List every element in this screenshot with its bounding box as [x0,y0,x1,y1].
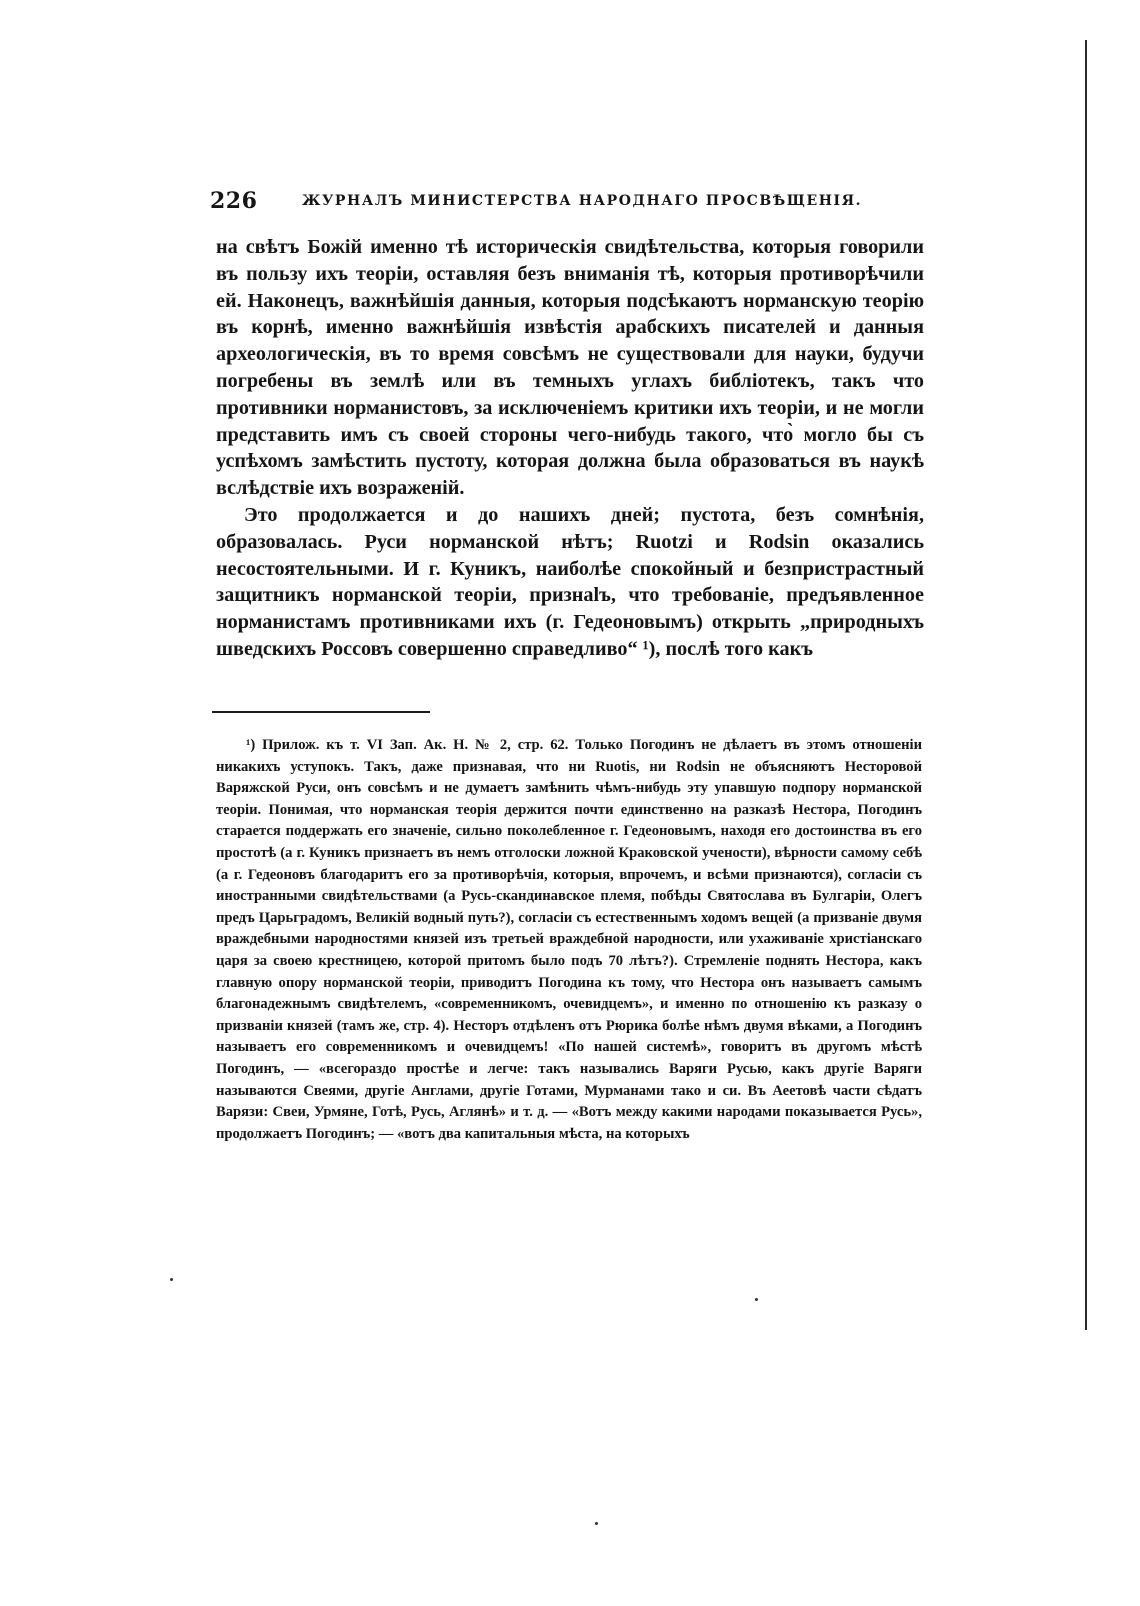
page-edge-line [1085,40,1087,1330]
footnote: ¹) Прилож. къ т. VI Зап. Ак. Н. № 2, стр. 62. Только Погодинъ не дѣлаетъ въ этомъ отношеніи никакихъ уступокъ. Такъ, даже признавая, что ни Ruotis, ни Rodsin не объясняютъ Несторовой Варяжской Руси, онъ совсѣмъ и не думаетъ замѣнить чѣмъ-нибудь эту упавшую подпору норманской теоріи. Понимая, что норманская теорія держится почти единственно на разказѣ Нестора, Погодинъ старается поддержать его значеніе, сильно поколебленное г. Гедеоновымъ, находя его достоинства въ его простотѣ (а г. Куникъ признаетъ въ немъ отголоски ложной Краковской учености), вѣрности самому себѣ (а г. Гедеоновъ благодаритъ его за противорѣчія, которыя, впрочемъ, и всѣми признаются), согласіи съ иностранными свидѣтельствами (а Русь-скандинавское племя, побѣды Святослава въ Булгаріи, Олегъ предъ Царьградомъ, Великій водный путь?), согласіи съ естественнымъ ходомъ вещей (а призваніе двумя враждебными народностями князей изъ третьей враждебной народности, или ухаживаніе христіанскаго царя за своею крестницею, которой притомъ было подъ 70 лѣтъ?). Стремленіе поднять Нестора, какъ главную опору норманской теоріи, приводитъ Погодина къ тому, что Нестора онъ называетъ самымъ благонадежнымъ свидѣтелемъ, «современникомъ, очевидцемъ», и именно по отношенію къ разказу о призваніи князей (тамъ же, стр. 4). Несторъ отдѣленъ отъ Рюрика болѣе нѣмъ двумя вѣками, а Погодинъ называетъ его современникомъ и очевидцемъ! «По нашей системѣ», говоритъ въ другомъ мѣстѣ Погодинъ, — «всегораздо простѣе и легче: такъ назывались Варяги Русью, какъ другіе Варяги называются Свеями, другіе Англами, другіе Готами, Мурманами тако и си. Въ Аеетовѣ части сѣдатъ Варязи: Свеи, Урмяне, Готѣ, Русь, Аглянѣ» и т. д. — «Вотъ между какими народами показывается Русь», продолжаетъ Погодинъ; — «вотъ два капитальныя мѣста, на которыхъ [216,737,922,1142]
body-text [216,234,924,663]
running-title: ЖУРНАЛЪ МИНИСТЕРСТВА НАРОДНАГО ПРОСВѢЩЕНІЯ. [302,193,863,209]
scan-speck [755,1298,758,1301]
paragraph-1: на свѣтъ Божій именно тѣ историческія свидѣтельства, которыя говорили въ пользу ихъ теоріи, оставляя безъ вниманія тѣ, которыя противорѣчили ей. Наконецъ, важнѣйшія данныя, которыя подсѣкаютъ норманскую теорію въ корнѣ, именно важнѣйшія извѣстія арабскихъ писателей и данныя археологическія, въ то время совсѣмъ не существовали для науки, будучи погребены въ землѣ или въ темныхъ углахъ библіотекъ, такъ что противники норманистовъ, за исключеніемъ критики ихъ теоріи, и не могли представить имъ съ своей стороны чего-нибудь такого, что̀ могло бы съ успѣхомъ замѣстить пустоту, которая должна была образоваться въ наукѣ вслѣдствіе ихъ возраженій. [216,236,924,500]
scan-speck [170,1278,173,1281]
footnote-divider [212,711,430,713]
scan-speck [595,1522,598,1525]
page-header [210,188,930,218]
page-number: 226 [210,188,258,214]
paragraph-2: Это продолжается и до нашихъ дней; пустота, безъ сомнѣнія, образовалась. Руси норманской нѣтъ; Ruotzi и Rodsin оказались несостоятельными. И г. Куникъ, наиболѣе спокойный и безпристрастный защитникъ норманской теоріи, признalъ, что требованіе, предъявленное норманистамъ противниками ихъ (г. Гедеоновымъ) открыть „природныхъ шведскихъ Россовъ совершенно справедливо“ ¹), послѣ того какъ [216,503,924,660]
